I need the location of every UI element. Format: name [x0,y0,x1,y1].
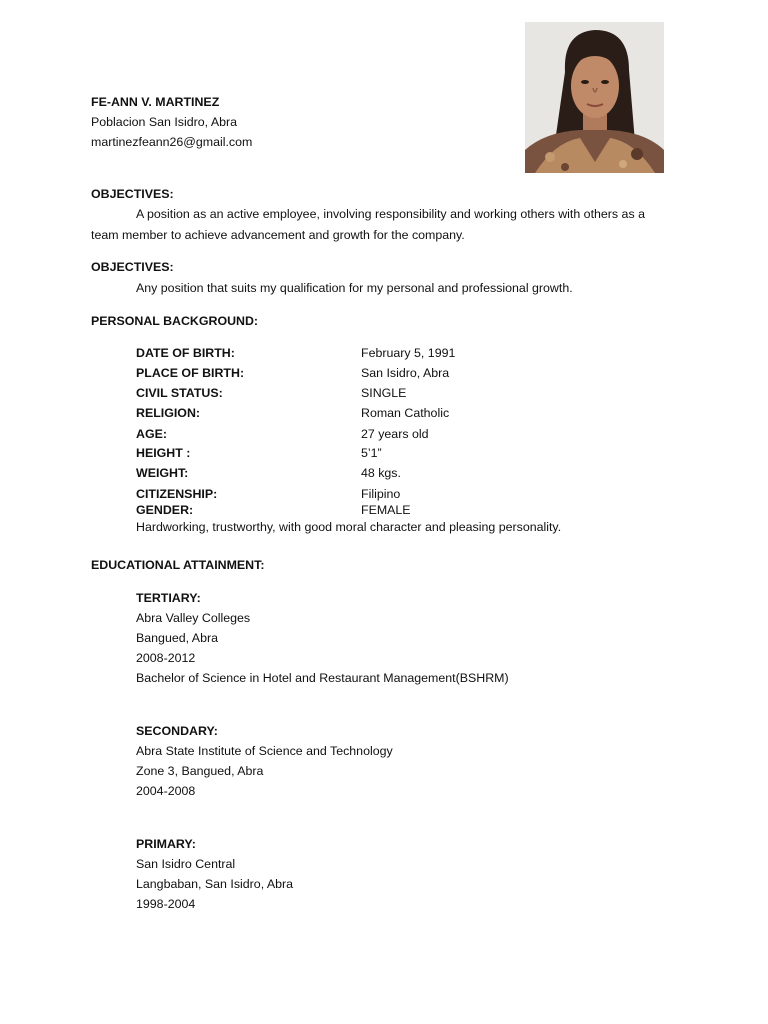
objectives-heading-2: OBJECTIVES: [91,260,174,274]
gender-label: GENDER: [136,503,194,517]
tertiary-label: TERTIARY: [136,591,201,605]
objectives-text-1a: A position as an active employee, involving responsibility and working others with others as a [136,207,645,221]
pob-value: San Isidro, Abra [361,366,450,380]
tertiary-years: 2008-2012 [136,651,196,665]
secondary-school: Abra State Institute of Science and Technology [136,744,393,758]
personal-summary: Hardworking, trustworthy, with good moral character and pleasing personality. [136,520,562,534]
religion-label: RELIGION: [136,406,201,420]
secondary-label: SECONDARY: [136,724,218,738]
education-heading: EDUCATIONAL ATTAINMENT: [91,558,265,572]
height-value: 5’1” [361,446,382,460]
primary-label: PRIMARY: [136,837,196,851]
objectives-text-1b: team member to achieve advancement and growth for the company. [91,228,465,242]
civil-status-value: SINGLE [361,386,407,400]
citizenship-value: Filipino [361,487,401,501]
personal-background-heading: PERSONAL BACKGROUND: [91,314,259,328]
profile-photo [525,22,664,173]
candidate-name: FE-ANN V. MARTINEZ [91,95,220,109]
weight-label: WEIGHT: [136,466,189,480]
civil-status-label: CIVIL STATUS: [136,386,223,400]
portrait-image [525,22,664,173]
weight-value: 48 kgs. [361,466,401,480]
dob-value: February 5, 1991 [361,346,456,360]
religion-value: Roman Catholic [361,406,450,420]
age-label: AGE: [136,427,167,441]
secondary-years: 2004-2008 [136,784,196,798]
gender-value: FEMALE [361,503,411,517]
tertiary-location: Bangued, Abra [136,631,218,645]
objectives-heading-1: OBJECTIVES: [91,187,174,201]
primary-school: San Isidro Central [136,857,236,871]
citizenship-label: CITIZENSHIP: [136,487,218,501]
age-value: 27 years old [361,427,429,441]
tertiary-school: Abra Valley Colleges [136,611,251,625]
tertiary-degree: Bachelor of Science in Hotel and Restaurant Management(BSHRM) [136,671,509,685]
objectives-text-2: Any position that suits my qualification for my personal and professional growth. [136,281,573,295]
candidate-email: martinezfeann26@gmail.com [91,135,253,149]
primary-years: 1998-2004 [136,897,196,911]
secondary-location: Zone 3, Bangued, Abra [136,764,264,778]
height-label: HEIGHT : [136,446,191,460]
pob-label: PLACE OF BIRTH: [136,366,245,380]
primary-location: Langbaban, San Isidro, Abra [136,877,294,891]
candidate-address: Poblacion San Isidro, Abra [91,115,238,129]
dob-label: DATE OF BIRTH: [136,346,235,360]
